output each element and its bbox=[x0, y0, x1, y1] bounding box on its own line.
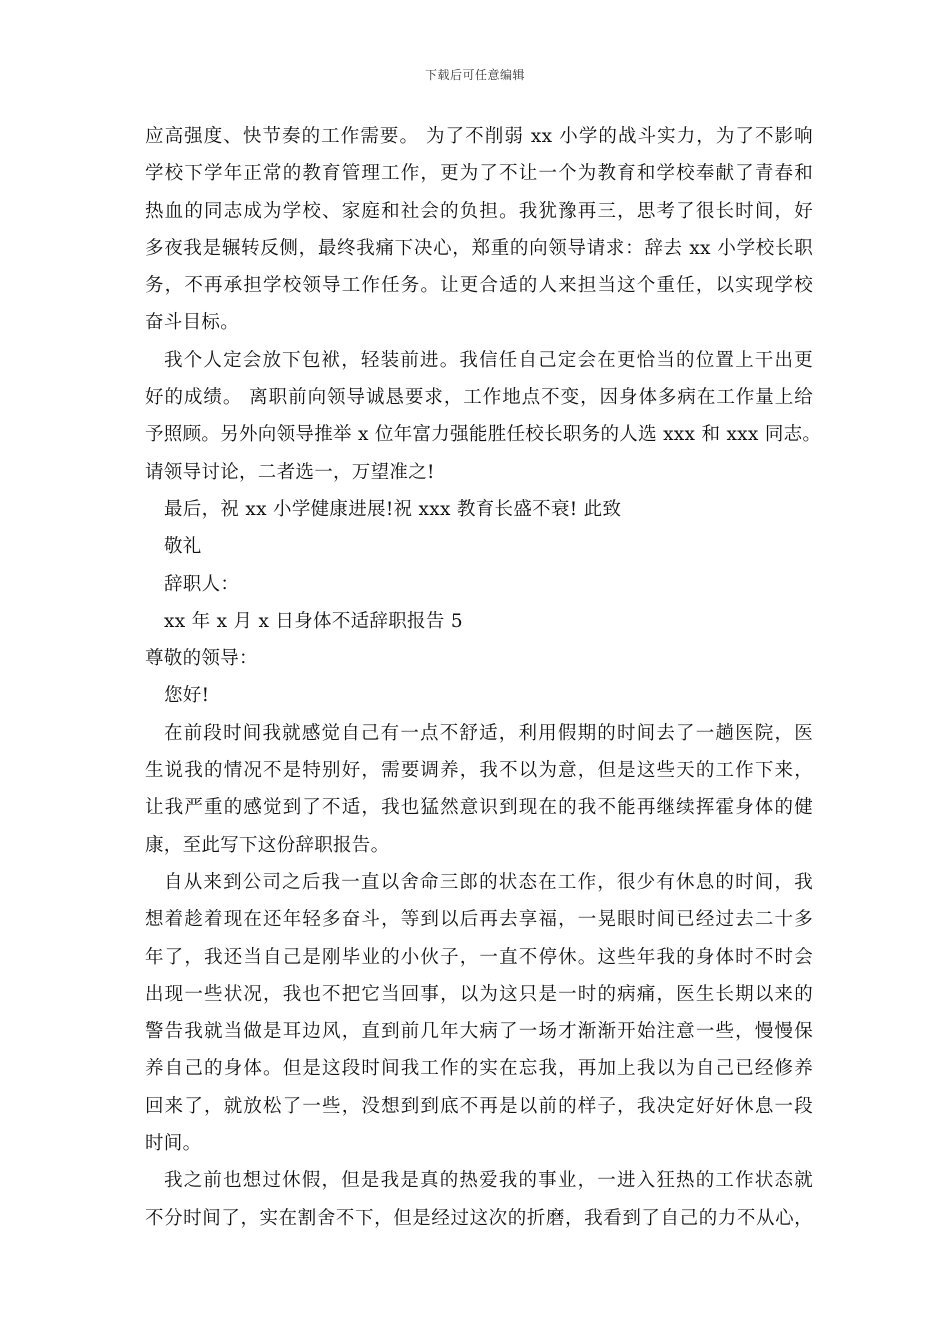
text-line: 敬礼 bbox=[164, 536, 202, 558]
page-header: 下载后可任意编辑 bbox=[424, 68, 525, 82]
text-line: 时间。 bbox=[145, 1133, 202, 1155]
text-line: 最后，祝 xx 小学健康进展!祝 xxx 教育长盛不衰! 此致 bbox=[164, 498, 622, 520]
text-line: 多夜我是辗转反侧，最终我痛下决心，郑重的向领导请求：辞去 xx 小学校长职 bbox=[145, 237, 813, 259]
text-line: 予照顾。另外向领导推举 x 位年富力强能胜任校长职务的人选 xxx 和 xxx 同志。 bbox=[145, 424, 822, 446]
text-line: 我之前也想过休假，但是我是真的热爱我的事业，一进入狂热的工作状态就 bbox=[164, 1170, 813, 1192]
text-line: 让我严重的感觉到了不适，我也猛然意识到现在的我不能再继续挥霍身体的健 bbox=[145, 797, 813, 819]
text-line: 务，不再承担学校领导工作任务。让更合适的人来担当这个重任，以实现学校 bbox=[145, 275, 813, 297]
text-line: 回来了，就放松了一些，没想到到底不再是以前的样子，我决定好好休息一段 bbox=[145, 1095, 813, 1117]
text-line: 生说我的情况不是特别好，需要调养，我不以为意，但是这些天的工作下来， bbox=[145, 760, 813, 782]
text-line: 康，至此写下这份辞职报告。 bbox=[145, 834, 390, 856]
text-line: 请领导讨论，二者选一，万望准之! bbox=[145, 461, 435, 483]
text-line: 出现一些状况，我也不把它当回事，以为这只是一时的病痛，医生长期以来的 bbox=[145, 983, 813, 1005]
text-line: 警告我就当做是耳边风，直到前几年大病了一场才渐渐开始注意一些，慢慢保 bbox=[145, 1021, 813, 1043]
text-line: 学校下学年正常的教育管理工作，更为了不让一个为教育和学校奉献了青春和 bbox=[145, 163, 813, 185]
text-line: 热血的同志成为学校、家庭和社会的负担。我犹豫再三，思考了很长时间，好 bbox=[145, 200, 813, 222]
text-line: 想着趁着现在还年轻多奋斗，等到以后再去享福，一晃眼时间已经过去二十多 bbox=[145, 909, 813, 931]
text-line: 在前段时间我就感觉自己有一点不舒适，利用假期的时间去了一趟医院，医 bbox=[164, 722, 813, 744]
text-line: 不分时间了，实在割舍不下，但是经过这次的折磨，我看到了自己的力不从心， bbox=[145, 1207, 813, 1229]
text-line: 好的成绩。 离职前向领导诚恳要求，工作地点不变，因身体多病在工作量上给 bbox=[145, 387, 813, 409]
text-line: 自从来到公司之后我一直以舍命三郎的状态在工作，很少有休息的时间，我 bbox=[164, 871, 813, 893]
text-line: 奋斗目标。 bbox=[145, 312, 240, 334]
text-line: 我个人定会放下包袱，轻装前进。我信任自己定会在更恰当的位置上干出更 bbox=[164, 349, 813, 371]
text-line: 养自己的身体。但是这段时间我工作的实在忘我，再加上我以为自己已经修养 bbox=[145, 1058, 813, 1080]
text-line: 应高强度、快节奏的工作需要。 为了不削弱 xx 小学的战斗实力，为了不影响 bbox=[145, 126, 813, 147]
text-line: xx 年 x 月 x 日身体不适辞职报告 5 bbox=[164, 610, 463, 632]
text-line: 您好! bbox=[164, 685, 210, 707]
text-line: 尊敬的领导： bbox=[145, 648, 258, 670]
text-line: 年了，我还当自己是刚毕业的小伙子，一直不停休。这些年我的身体时不时会 bbox=[145, 946, 813, 968]
document-body bbox=[145, 118, 822, 1237]
text-line: 辞职人： bbox=[164, 573, 240, 595]
